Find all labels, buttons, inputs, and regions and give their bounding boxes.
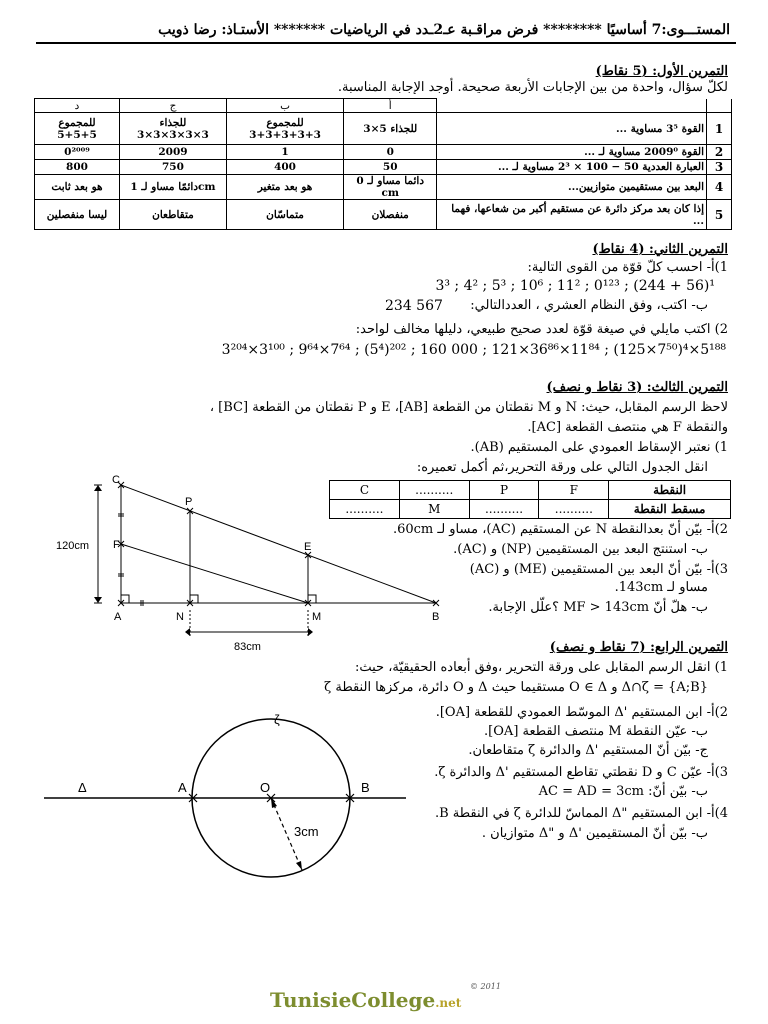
cell: F [539,481,609,500]
ex1-instruction: لكلّ سؤال، واحدة من بين الإجابات الأربعة صحيحة. أوجد الإجابة المناسبة. [337,80,728,95]
col-c-header: ج [120,99,227,113]
ans-a: دائما مساو لـ 0 cm [344,175,437,200]
question-number: 3 [707,160,732,175]
ex3-figure [36,470,456,660]
col-b-header: ب [226,99,343,113]
ans-b: للمجموع 3+3+3+3+3 [226,113,343,145]
table-row [35,200,732,230]
question-number: 1 [707,113,732,145]
col-d-header: د [35,99,120,113]
ex3-q3b: ب- هلّ أنّ MF > 143cm ؟علّل الإجابة. [488,600,708,615]
cell: M [399,500,469,519]
ans-b: متماسّان [226,200,343,230]
label-B: B [432,611,440,623]
ans-a: 50 [344,160,437,175]
cell: .......... [399,481,469,500]
label-F: F [113,539,120,551]
question: القوة 3⁵ مساوية ... [437,113,707,145]
ex3-q2a: 2)أ- بيّن أنّ بعدالنقطة N عن المستقيم (AC)، مساو لـ 60cm. [392,522,728,537]
question-number: 4 [707,175,732,200]
label-C: C [112,474,120,486]
cell: .......... [330,500,400,519]
ex2-title: التمرين الثاني: (4 نقاط) [592,242,728,257]
ex4-title: التمرين الرابع: (7 نقاط و نصف) [549,640,728,655]
ans-b: 400 [226,160,343,175]
ex3-line4: انقل الجدول التالي على ورقة التحرير،ثم أكمل تعميره: [416,460,708,475]
ex4-figure [36,712,406,882]
col-a-header: أ [344,99,437,113]
cell: .......... [539,500,609,519]
label-83cm: 83cm [234,641,261,653]
table-row [35,175,732,200]
ans-a: للجذاء 5×3 [344,113,437,145]
ex4-q2c: ج- بيّن أنّ المستقيم 'Δ والدائرة ζ متقاطعان. [468,743,708,758]
ex4-q2b: ب- عيّن النقطة M منتصف القطعة [OA]. [484,724,708,739]
logo-text: TunisieCollege [270,988,436,1012]
label-N: N [176,611,184,623]
ex3-title: التمرين الثالث: (3 نقاط و نصف) [546,380,728,395]
cell: P [469,481,539,500]
ex4-q1: 1) انقل الرسم المقابل على ورقة التحرير ،وفق أبعاده الحقيقيّة، حيث: [354,660,728,675]
label-A: A [178,780,187,795]
ex4-q3b: ب- بيّن أنّ: AC = AD = 3cm [538,784,708,799]
ex4-q4a: 4)أ- ابن المستقيم "Δ المماسّ للدائرة ζ في النقطة B. [434,806,728,821]
label-P: P [185,496,193,508]
ans-a: 0 [344,145,437,160]
table-row [35,160,732,175]
ex3-q2b: ب- استنتج البعد بين المستقيمين (NP) و (AC). [453,542,708,557]
ans-d: ليسا منفصلين [35,200,120,230]
ans-d: 0²⁰⁰⁹ [35,145,120,160]
label-M: M [312,611,322,623]
ex2-q2: 2) اكتب مايلي في صيغة قوّة لعدد صحيح طبيعي، دليلها مخالف لواحد: [355,322,728,337]
ans-a: منفصلان [344,200,437,230]
question: العبارة العددية 50 − 100 × 2³ مساوية لـ ... [437,160,707,175]
ex2-q1b: ب- اكتب، وفق النظام العشري ، العددالتالي: [470,298,708,313]
ex4-q2a: 2)أ- ابن المستقيم 'Δ الموسّط العمودي للقطعة [OA]. [435,705,728,720]
label-A: A [114,611,122,623]
ans-b: هو بعد متغير [226,175,343,200]
cell: C [330,481,400,500]
label-120cm: 120cm [56,540,90,552]
question-number: 2 [707,145,732,160]
ex2-q1a: 1)أ- احسب كلّ قوّة من القوى التالية: [527,260,728,275]
ex3-line1: لاحظ الرسم المقابل، حيث: N و M نقطتان من القطعة [AB]، E و P نقطتان من القطعة [BC] ، [209,400,728,415]
ans-d: هو بعد ثابت [35,175,120,200]
question: البعد بين مستقيمين متوازيين... [437,175,707,200]
ex2-q1a-expression: 3³ ; 4² ; 5³ ; 10⁶ ; 11² ; 0¹²³ ; (244 + 56)¹ [435,278,715,294]
site-logo [270,982,501,1012]
ex4-q4b: ب- بيّن أنّ المستقيمين 'Δ و "Δ متوازيان . [481,826,708,841]
ans-d: للمجموع 5+5+5 [35,113,120,145]
label-B: B [361,780,370,795]
label-E: E [304,541,312,553]
table-row [35,113,732,145]
logo-year: © 2011 [470,982,501,991]
table-row [35,145,732,160]
label-radius: 3cm [294,824,319,839]
ans-c: للجذاء 3×3×3×3×3 [120,113,227,145]
label-O: O [260,780,271,795]
question: القوة 2009⁰ مساوية لـ ... [437,145,707,160]
ex4-q3a: 3)أ- عيّن C و D نقطتي تقاطع المستقيم 'Δ والدائرة ζ. [434,765,728,780]
page-header: المستـــوى:7 أساسيًا ******** فرض مراقـبة عـ2ـدد في الرياضيات ******* الأستـاذ: رضا ذويب [158,22,730,38]
ans-c: متقاطعان [120,200,227,230]
ex2-q2-expression: 3²⁰⁴×3¹⁰⁰ ; 9⁶⁴×7⁶⁴ ; (5⁴)²⁰² ; 160 000 ; 121×36⁸⁶×11⁸⁴ ; (125×7⁵⁰)⁴×5¹⁸⁸ [221,342,726,358]
label-delta: Δ [78,780,87,795]
ex3-q3a: 3)أ- بيّن أنّ البعد بين المستقيمين (ME) و (AC) [469,562,728,577]
cell-header: مسقط النقطة [609,500,731,519]
ex3-line2: والنقطة F هي منتصف القطعة [AC]. [527,420,728,435]
ans-c: 2009 [120,145,227,160]
cell-header: النقطة [609,481,731,500]
ex1-table [34,98,732,230]
question: إذا كان بعد مركز دائرة عن مستقيم أكبر من شعاعها، فهما ... [437,200,707,230]
ex1-title: التمرين الأول: (5 نقاط) [595,64,728,79]
question-number: 5 [707,200,732,230]
ans-c: دائمًا مساو لـ 1cm [120,175,227,200]
ex3-line3: 1) نعتبر الإسقاط العمودي على المستقيم (AB). [470,440,728,455]
ex3-q3a-cont: مساو لـ 143cm. [614,580,708,595]
ex2-q1b-number: 234 567 [385,298,443,314]
ex4-q1b: ζ دائرة، مركزها النقطة O و Δ مستقيما حيث O ∈ Δ و Δ∩ζ = {A;B} [324,680,708,695]
ans-c: 750 [120,160,227,175]
ans-b: 1 [226,145,343,160]
label-zeta: ζ [274,712,280,727]
ans-d: 800 [35,160,120,175]
logo-tld: .net [435,996,462,1010]
header-divider [36,42,736,44]
cell: .......... [469,500,539,519]
